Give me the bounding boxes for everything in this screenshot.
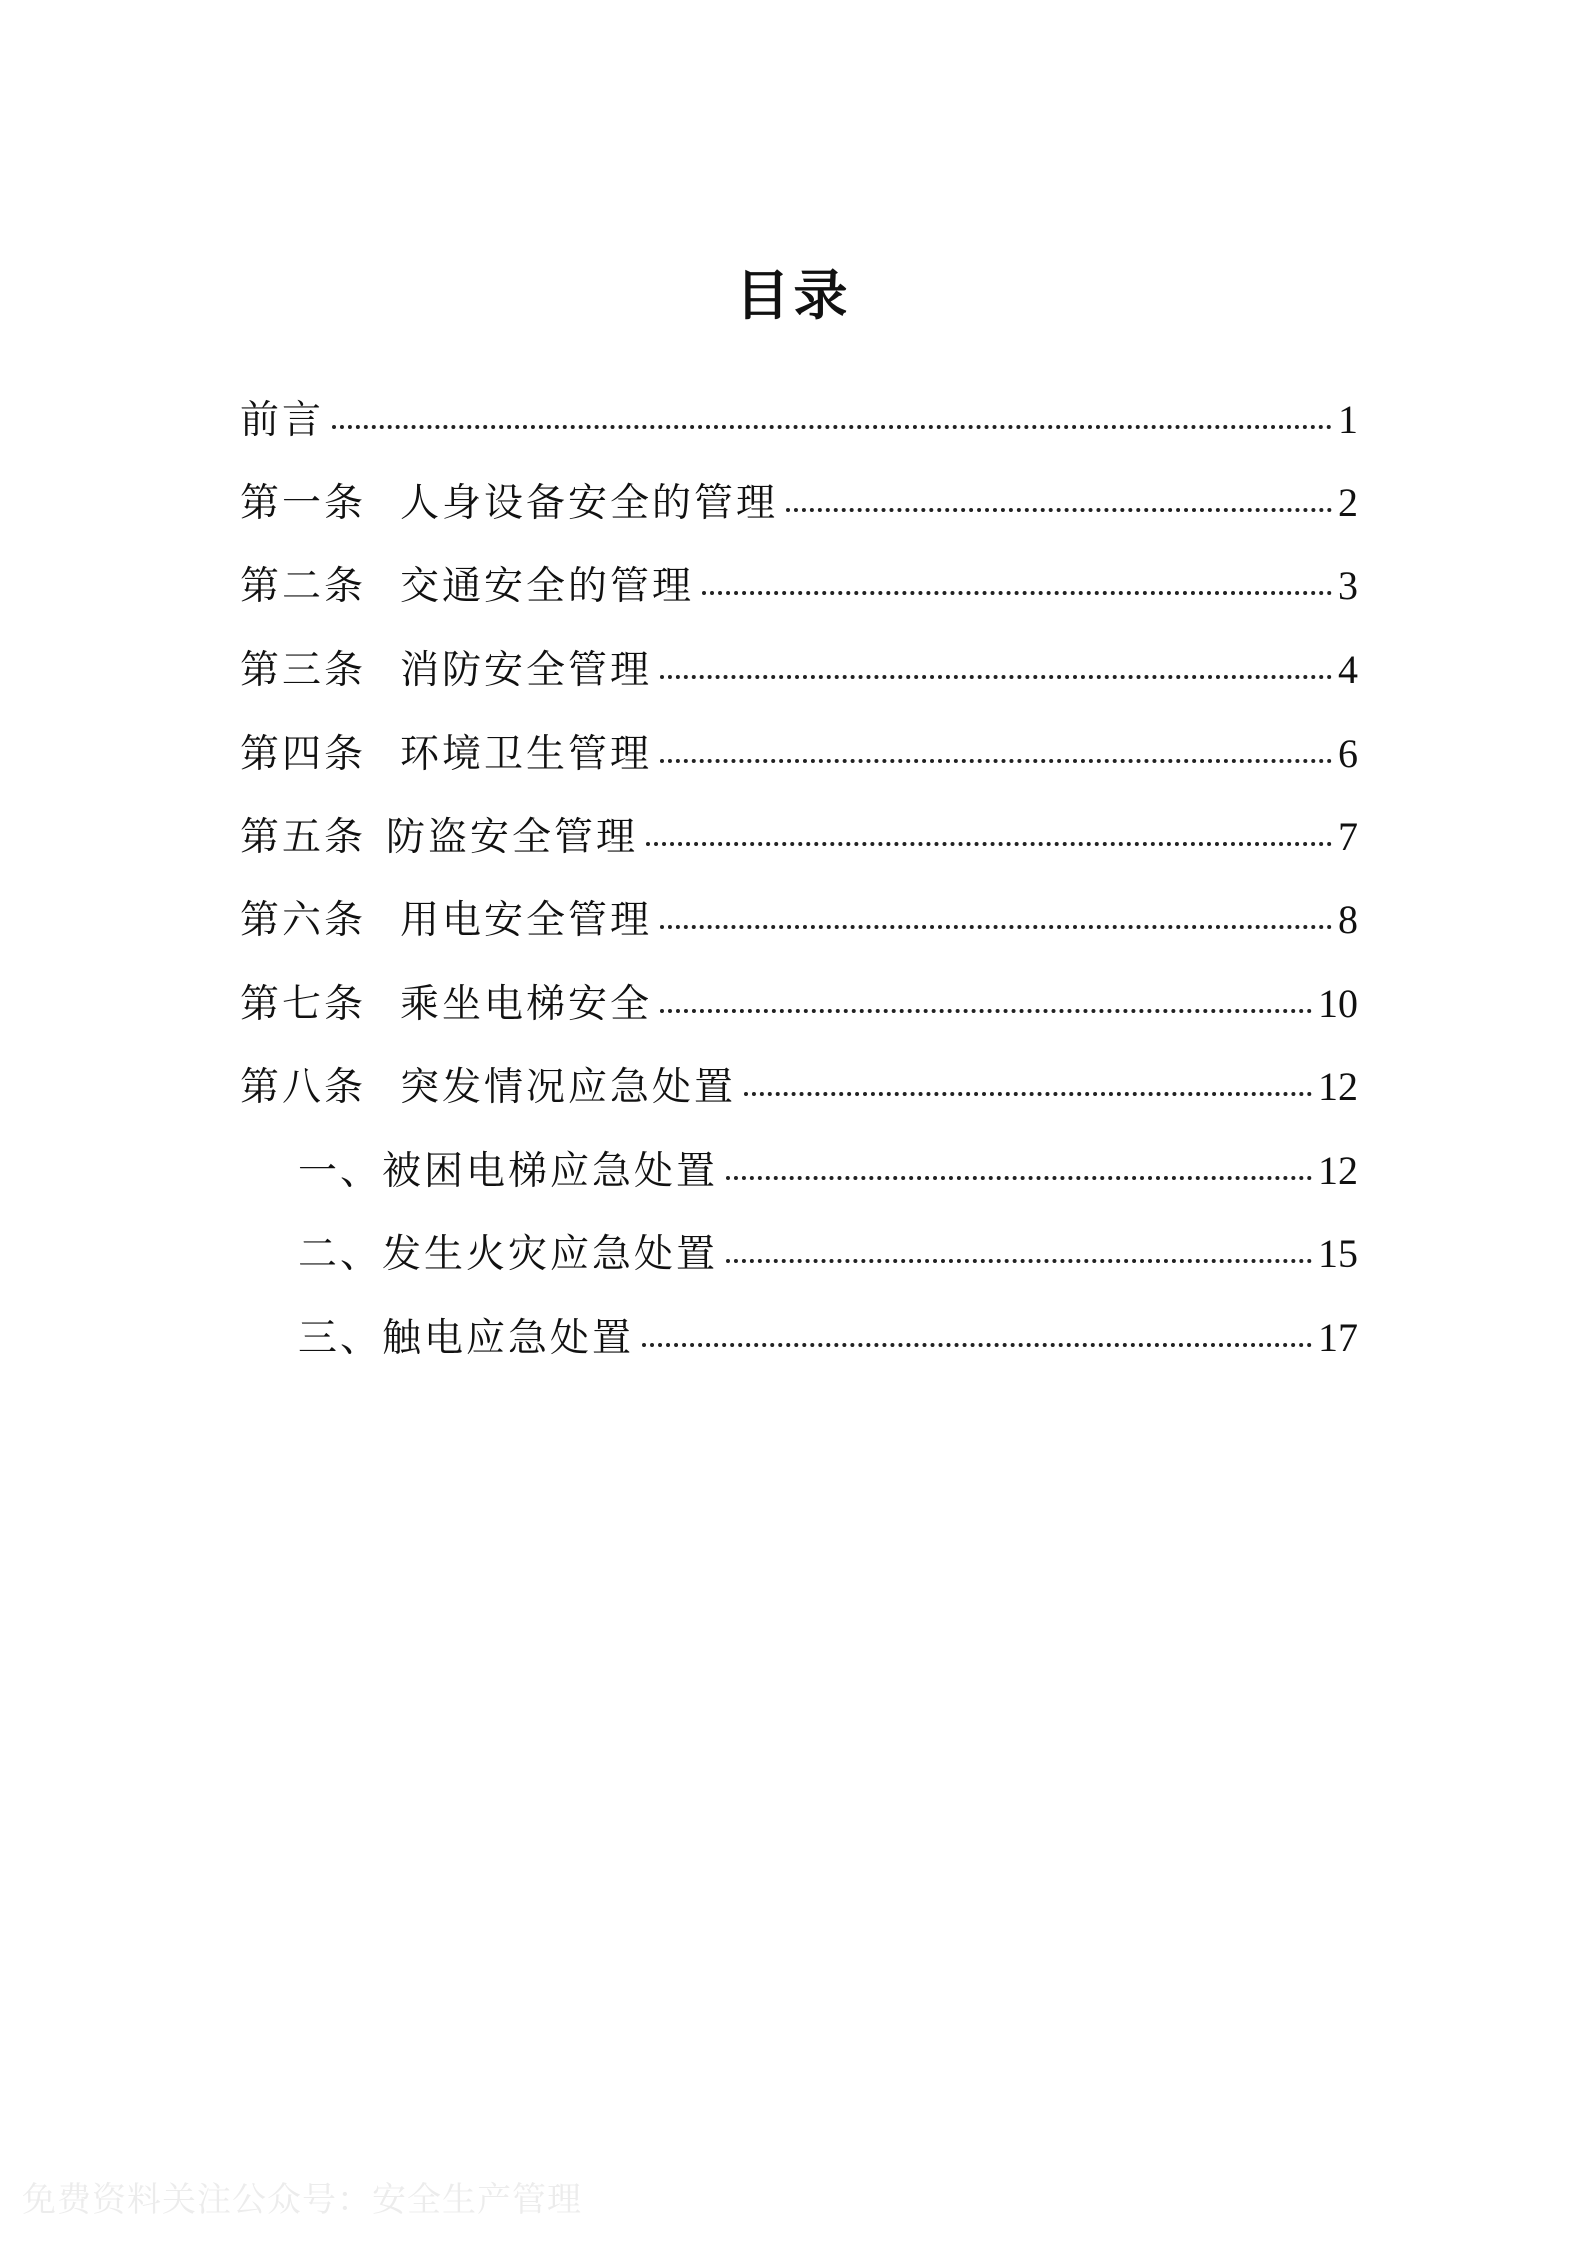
toc-subentry-elevator-trapped[interactable] (298, 1141, 1358, 1201)
toc-leader-dots (702, 591, 1332, 595)
watermark-text: 免费资料关注公众号：安全生产管理 (22, 2180, 582, 2220)
toc-entry-number: 第五条 (240, 815, 367, 860)
toc-leader-dots (660, 675, 1332, 679)
toc-page-number: 10 (1318, 981, 1358, 1026)
toc-entry-article-5[interactable] (240, 807, 1358, 867)
toc-entry-number: 第三条 (240, 648, 367, 693)
toc-entry-number: 第二条 (240, 564, 367, 609)
toc-entry-article-7[interactable] (240, 974, 1358, 1034)
toc-subentry-electric-shock[interactable] (298, 1308, 1358, 1368)
toc-entry-label: 环境卫生管理 (400, 732, 653, 777)
toc-entry-label: 一、被困电梯应急处置 (298, 1149, 719, 1194)
toc-entry-number: 第八条 (240, 1065, 367, 1110)
toc-page-number: 17 (1318, 1315, 1358, 1360)
toc-page-number: 3 (1338, 563, 1358, 608)
toc-leader-dots (744, 1092, 1312, 1096)
toc-entry-article-6[interactable] (240, 890, 1358, 950)
toc-page-number: 8 (1338, 897, 1358, 942)
toc-entry-article-4[interactable] (240, 724, 1358, 784)
toc-entry-article-3[interactable] (240, 640, 1358, 700)
toc-page-number: 12 (1318, 1064, 1358, 1109)
toc-page-number: 4 (1338, 647, 1358, 692)
toc-page-number: 6 (1338, 731, 1358, 776)
toc-entry-preface[interactable] (240, 390, 1358, 450)
toc-entry-label: 消防安全管理 (400, 648, 653, 693)
toc-entry-article-2[interactable] (240, 556, 1358, 616)
toc-leader-dots (786, 508, 1332, 512)
toc-entry-label: 三、触电应急处置 (298, 1316, 635, 1361)
toc-leader-dots (660, 1009, 1312, 1013)
toc-leader-dots (660, 925, 1332, 929)
toc-entry-label: 交通安全的管理 (400, 564, 695, 609)
toc-entry-label: 用电安全管理 (400, 898, 653, 943)
toc-leader-dots (642, 1343, 1312, 1347)
toc-leader-dots (726, 1176, 1312, 1180)
toc-entry-label: 乘坐电梯安全 (400, 982, 653, 1027)
page-title: 目录 (735, 264, 852, 327)
toc-entry-label: 人身设备安全的管理 (400, 481, 779, 526)
toc-entry-label: 前言 (240, 398, 325, 443)
toc-leader-dots (726, 1259, 1312, 1263)
toc-entry-article-8[interactable] (240, 1057, 1358, 1117)
toc-page-number: 2 (1338, 480, 1358, 525)
toc-entry-number: 第七条 (240, 982, 367, 1027)
toc-page-number: 15 (1318, 1231, 1358, 1276)
toc-leader-dots (660, 759, 1332, 763)
toc-page-number: 1 (1338, 397, 1358, 442)
toc-page-number: 7 (1338, 814, 1358, 859)
toc-entry-article-1[interactable] (240, 473, 1358, 533)
toc-entry-number: 第六条 (240, 898, 367, 943)
toc-page-number: 12 (1318, 1148, 1358, 1193)
toc-entry-label: 突发情况应急处置 (400, 1065, 737, 1110)
toc-leader-dots (646, 842, 1332, 846)
toc-entry-label: 二、发生火灾应急处置 (298, 1232, 719, 1277)
toc-entry-number: 第一条 (240, 481, 367, 526)
toc-leader-dots (332, 425, 1332, 429)
toc-subentry-fire[interactable] (298, 1224, 1358, 1284)
toc-entry-number: 第四条 (240, 732, 367, 777)
toc-entry-label: 防盗安全管理 (386, 815, 639, 860)
